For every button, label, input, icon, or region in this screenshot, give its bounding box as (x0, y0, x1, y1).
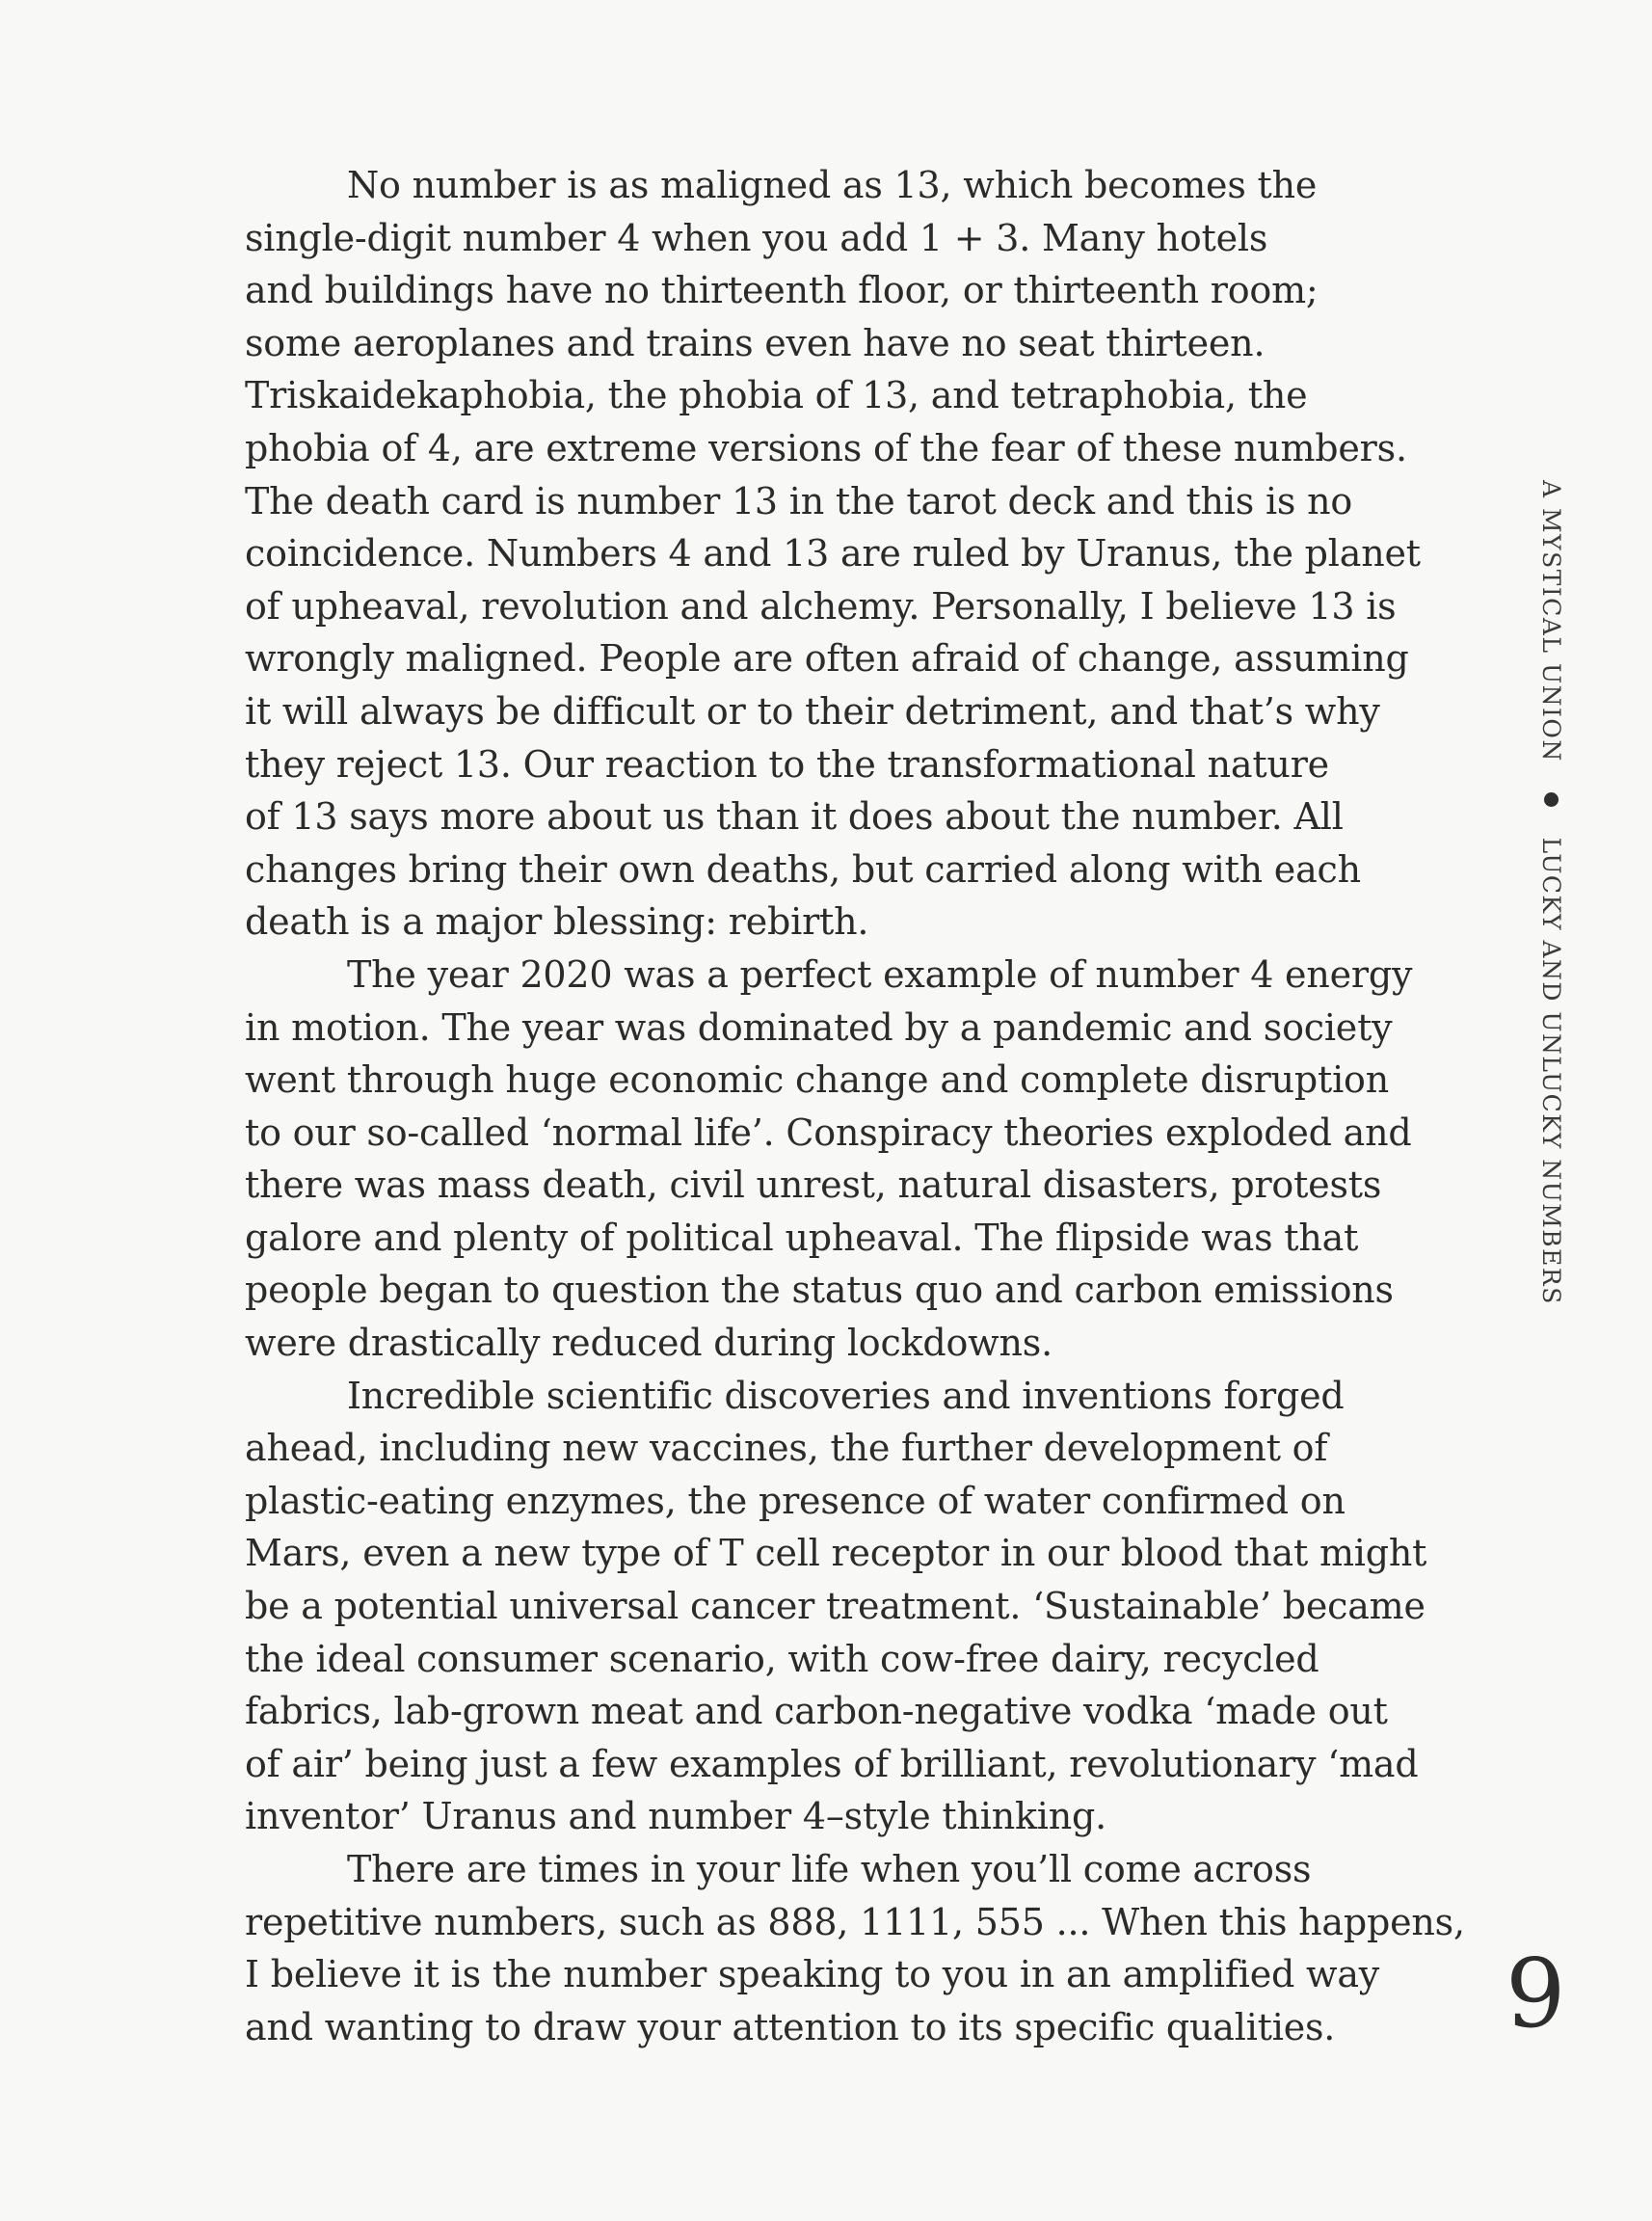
text-line: of 13 says more about us than it does about the number. All (245, 795, 1344, 839)
running-head-chapter: A MYSTICAL UNION (1537, 480, 1565, 763)
text-line: galore and plenty of political upheaval. The flipside was that (245, 1216, 1359, 1259)
text-line: Triskaidekaphobia, the phobia of 13, and tetraphobia, the (245, 374, 1308, 417)
body-text (245, 159, 1465, 2053)
text-line: coincidence. Numbers 4 and 13 are ruled by Uranus, the planet (245, 532, 1421, 575)
text-line: wrongly maligned. People are often afraid of change, assuming (245, 637, 1409, 681)
text-line: Incredible scientific discoveries and inventions forged (347, 1374, 1345, 1417)
text-line: it will always be difficult or to their detriment, and that’s why (245, 689, 1380, 733)
text-line: The death card is number 13 in the tarot deck and this is no (245, 479, 1353, 522)
text-line: were drastically reduced during lockdowns. (245, 1322, 1052, 1365)
text-line: of air’ being just a few examples of brilliant, revolutionary ‘mad (245, 1742, 1419, 1785)
text-line: fabrics, lab-grown meat and carbon-negative vodka ‘made out (245, 1690, 1388, 1733)
text-line: plastic-eating enzymes, the presence of water confirmed on (245, 1479, 1346, 1522)
text-line: of upheaval, revolution and alchemy. Personally, I believe 13 is (245, 584, 1397, 628)
text-line: and wanting to draw your attention to its specific qualities. (245, 2005, 1336, 2048)
text-line: I believe it is the number speaking to you in an amplified way (245, 1953, 1380, 1996)
text-line: death is a major blessing: rebirth. (245, 900, 869, 944)
running-head-section: LUCKY AND UNLUCKY NUMBERS (1537, 837, 1565, 1305)
page-number: 9 (1505, 1940, 1566, 2049)
text-line: went through huge economic change and complete disruption (245, 1058, 1389, 1102)
text-line: be a potential universal cancer treatment. ‘Sustainable’ became (245, 1585, 1426, 1628)
text-line: The year 2020 was a perfect example of number 4 energy (347, 952, 1413, 996)
text-line: phobia of 4, are extreme versions of the fear of these numbers. (245, 426, 1407, 469)
text-line: and buildings have no thirteenth floor, or thirteenth room; (245, 269, 1319, 312)
text-line: No number is as maligned as 13, which becomes the (347, 164, 1318, 206)
text-line: repetitive numbers, such as 888, 1111, 555 ... When this happens, (245, 1900, 1465, 1943)
text-line: there was mass death, civil unrest, natural disasters, protests (245, 1164, 1382, 1207)
text-line: Mars, even a new type of T cell receptor in our blood that might (245, 1532, 1427, 1575)
text-line: single-digit number 4 when you add 1 + 3. Many hotels (245, 216, 1268, 259)
text-line: in motion. The year was dominated by a pandemic and society (245, 1005, 1393, 1049)
text-line: to our so-called ‘normal life’. Conspiracy theories exploded and (245, 1110, 1412, 1154)
text-line: ahead, including new vaccines, the further development of (245, 1427, 1328, 1470)
text-line: the ideal consumer scenario, with cow-free dairy, recycled (245, 1637, 1319, 1680)
text-line: changes bring their own deaths, but carried along with each (245, 847, 1361, 891)
text-line: some aeroplanes and trains even have no seat thirteen. (245, 321, 1266, 364)
text-line: inventor’ Uranus and number 4–style thinking. (245, 1795, 1107, 1838)
running-head (1539, 480, 1563, 1305)
text-line: they reject 13. Our reaction to the transformational nature (245, 742, 1329, 786)
text-line: There are times in your life when you’ll come across (347, 1848, 1312, 1890)
text-line: people began to question the status quo and carbon emissions (245, 1269, 1394, 1312)
bullet-icon (1544, 792, 1559, 807)
